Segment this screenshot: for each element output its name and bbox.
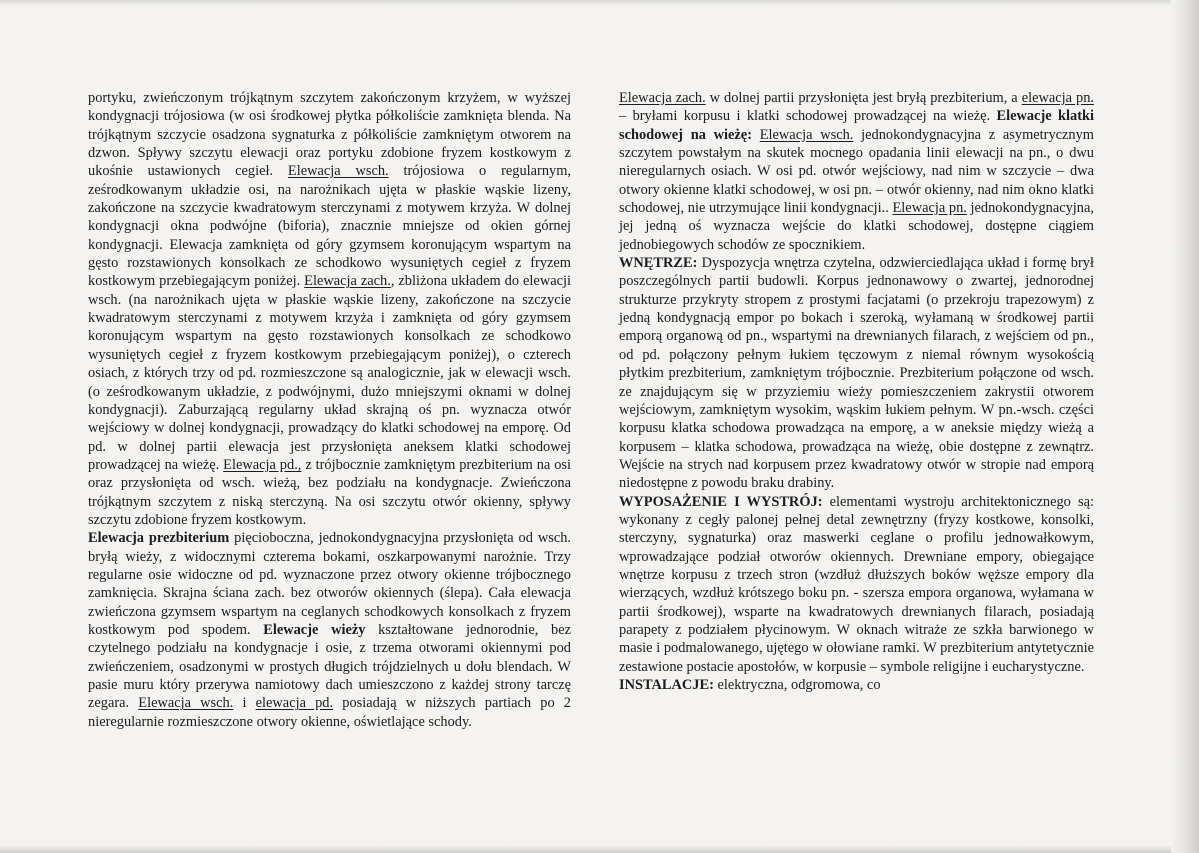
text-run: pięcioboczna, jednokondygnacyjna przysłonięta od wsch. bryłą wieży, z widocznymi czterema bokami, oszkarpowanymi narożnie. Trzy regularne osie widoczne od pd. wyznaczone przez otwory okienne trójbocznego zamknięcia. Skrajna ściana zach. bez otworów okiennych (ślepa). Cała elewacja zwieńczona gzymsem wspartym na ceglanych schodkowych konsolkach z fryzem kostkowym pod spodem. (88, 530, 571, 638)
paragraph-elevations (88, 89, 571, 529)
text-run: z trójbocznie zamkniętym prezbiterium na osi oraz przysłonięta od wsch. wieżą, bez podziału na kondygnacje. Zwieńczona trójkątnym szczytem z niską sterczyną. Na osi szczytu otwór okienny, spływy szczytu zdobione fryzem kostkowym. (88, 456, 572, 528)
text-run: jednokondygnacyjna z asymetrycznym szczytem powstałym na skutek mocnego opadania linii elewacji na pn., o dwu nieregularnych osiach. W osi pd. otwór wejściowy, nad nim w szczycie – dwa otwory okienne klatki schodowej, w osi pn. – otwór okienny, nad nim okno klatki schodowej, nie utrzymujące linii kondygnacji.. (619, 126, 1094, 217)
text-run (752, 127, 760, 143)
text-run: elementami wystroju architektonicznego są: wykonany z cegły palonej pełnej detal zewnętrzny (fryzy kostkowe, konsolki, sterczyny, sygnaturka) oraz maswerki ceglane o profilu jednowałkowym, wprowadzające podział otworów okiennych. Drewniane empory, obiegające wnętrze korpusu z trzech stron (wzdłuż dłuższych boków węższe empory dla wierzących, wzdłuż krótszego boku pn. - szersza empora organowa, wyłamana w partii środkowej), wsparte na kwadratowych drewnianych filarach, posiadają parapety z podziałem płycinowym. W oknach witraże ze szkła barwionego w masie i podmalowanego, ujętego w ołowiane ramki. W prezbiterium antytetycznie zestawione postacie apostołów, w korpusie – symbole religijne i eucharystyczne. (619, 493, 1094, 675)
text-run: trójosiowa o regularnym, ześrodkowanym układzie osi, na narożnikach ujęta w płaskie wąskie lizeny, zakończone na szczycie kwadratowym sterczynami z motywem krzyża. W dolnej kondygnacji okna podwójne (biforia), znacznie mniejsze od okien górnej kondygnacji. Elewacja zamknięta od góry gzymsem koronującym wspartym na gęsto rozstawionych konsolkach ze schodkowo wysuniętych cegieł z fryzem kostkowym przebiegającym poniżej. (88, 163, 571, 290)
heading-presbytery-elevation: Elewacja prezbiterium (88, 530, 230, 547)
text-run: i (233, 695, 256, 712)
elevation-heading-east: Elewacja wsch. (759, 126, 854, 143)
paragraph-installations (619, 676, 1094, 694)
text-run: elektryczna, odgromowa, co (713, 677, 881, 693)
scan-edge-top (0, 0, 1199, 6)
heading-furnishings: WYPOSAŻENIE I WYSTRÓJ: (619, 493, 823, 510)
heading-tower-elevations: Elewacje wieży (263, 621, 366, 638)
paragraph-interior (619, 254, 1094, 492)
text-run: portyku, zwieńczonym trójkątnym szczytem zakończonym krzyżem, w wyższej kondygnacji trójosiowa (w osi środkowej płytka półkoliście zamknięta blenda. Na trójkątnym szczycie osadzona sygnaturka z półkoliście zamkniętym otworem na dzwon. Spływy szczytu elewacji oraz portyku zdobione fryzem kostkowym z ukośnie ustawionych cegieł. (88, 90, 571, 180)
elevation-heading-south: elewacja pd. (255, 695, 334, 712)
elevation-heading-west: Elewacja zach. (619, 90, 706, 106)
heading-interior: WNĘTRZE: (619, 255, 698, 272)
text-run: – bryłami korpusu i klatki schodowej prowadzącej na wieżę. (619, 108, 997, 125)
text-run: Dyspozycja wnętrza czytelna, odzwierciedlająca układ i formę brył poszczególnych partii budowli. Korpus jednonawowy o zwartej, jednorodnej strukturze przykryty stropem z prostymi facjatami (o przekroju trapezowym) z jedną kondygnacją empor po bokach i szeroką, wyłamaną w środkowej partii emporą organową od pn., wspartymi na drewnianych filarach, z wejściem od pn., od pd. połączony pełnym łukiem tęczowym z niemal równym wysokością płytkim prezbiterium, zamkniętym trójbocznie. Prezbiterium połączone od wsch. ze znajdującym się w przyziemiu wieży pomieszczeniem zakrystii otworem wejściowym, zamkniętym wysokim, wąskim łukiem pełnym. W pn.-wsch. części korpusu klatka schodowa prowadząca na emporę, a w aneksie między wieżą a korpusem – klatka schodowa, prowadząca na wieżę, obie dostępne z zewnątrz. Wejście na strych nad korpusem przez kwadratowy otwór w stropie nad emporą niedostępne z powodu braku drabiny. (619, 255, 1094, 492)
left-column (88, 89, 571, 731)
heading-staircase-elevations: Elewacje klatki schodowej na wieżę: (619, 108, 1094, 143)
paragraph-staircase-elevations (619, 89, 1094, 254)
elevation-heading-east: Elewacja wsch. (138, 695, 234, 712)
text-run: w dolnej partii przysłonięta jest bryłą prezbiterium, a (705, 90, 1022, 106)
text-run: kształtowane jednorodnie, bez czytelnego podziału na kondygnacje i osie, z trzema otworami okiennymi pod zwieńczeniem, osadzonymi w prostych długich trójdzielnych u dołu blendach. W pasie muru który przerywa namiotowy dach umieszczono z każdej strony tarczę zegara. (88, 621, 571, 712)
elevation-heading-north: elewacja pn. (1021, 90, 1094, 106)
elevation-heading-south: Elewacja pd., (223, 456, 302, 473)
elevation-heading-east: Elewacja wsch. (287, 163, 389, 180)
elevation-heading-north: Elewacja pn. (892, 200, 967, 217)
text-run: jednokondygnacyjna, jej jedną oś wyznacza wejście do klatki schodowej, dostępne ciągiem jednobiegowych schodów ze spocznikiem. (619, 200, 1094, 253)
paragraph-presbytery-tower (88, 529, 571, 731)
heading-installations: INSTALACJE: (619, 677, 714, 693)
text-run: , zbliżona układem do elewacji wsch. (na narożnikach ujęta w płaskie wąskie lizeny, zakończone na szczycie kwadratowym sterczynami z motywem krzyża i zamknięta od góry gzymsem koronującym wspartym na gęsto rozstawionych konsolkach ze schodkowo wysuniętych cegieł z fryzem kostkowym przebiegającym poniżej), o czterech osiach, z których trzy od pd. rozmieszczone są analogicznie, jak w elewacji wsch. (o ześrodkowanym układzie, z podwójnymi, dużo mniejszymi oknami w dolnej kondygnacji). Zaburzającą regularny układ skrajną oś pn. wyznacza otwór wejściowy w dolnej kondygnacji, prowadzący do klatki schodowej na emporę. Od pd. w dolnej partii elewacja jest przysłonięta aneksem klatki schodowej prowadzącej na wieżę. (88, 273, 571, 473)
right-column (619, 89, 1094, 694)
paragraph-furnishings (619, 493, 1094, 676)
elevation-heading-west: Elewacja zach. (304, 273, 391, 290)
scan-edge-right (1171, 0, 1199, 853)
text-run: posiadają w niższych partiach po 2 nieregularnie rozmieszczone otwory okienne, oświetlające schody. (88, 695, 571, 730)
scan-edge-bottom (0, 845, 1199, 853)
